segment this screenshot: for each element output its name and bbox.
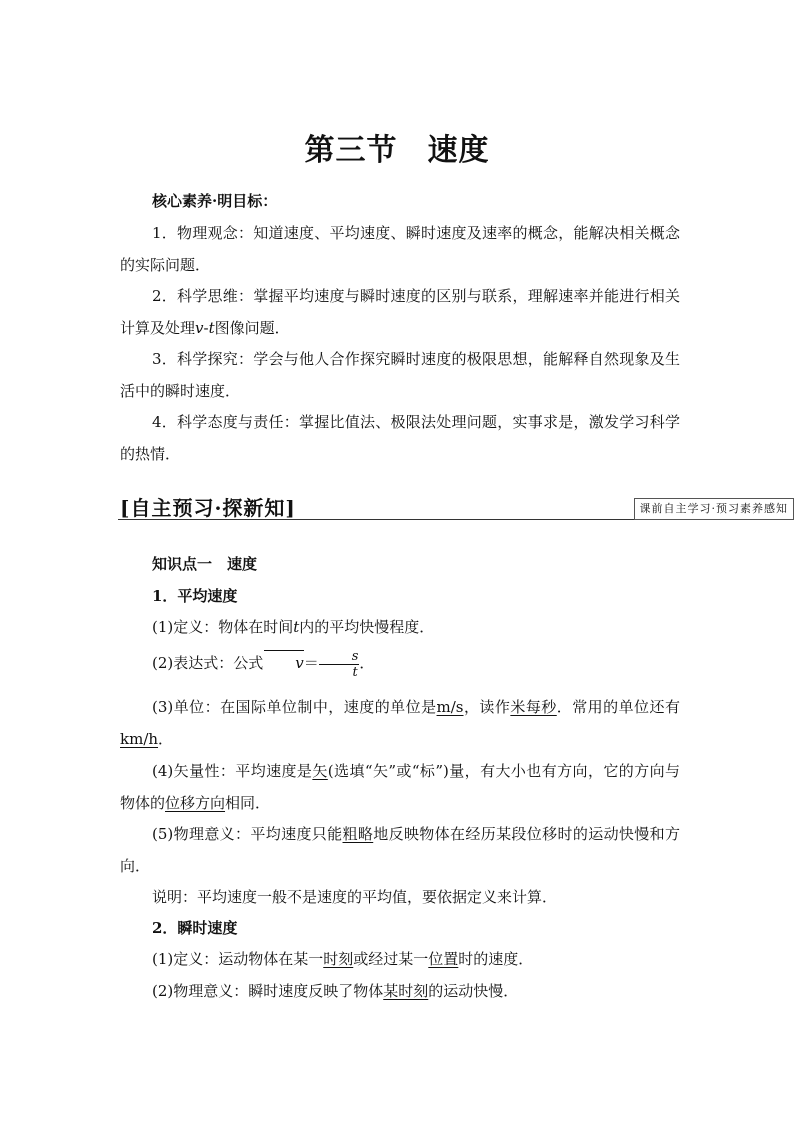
knowledge-point-heading: 知识点一 速度: [152, 555, 258, 573]
goal-4: 4．科学态度与责任：掌握比值法、极限法处理问题，实事求是，激发学习科学的热情．: [120, 413, 680, 463]
inst-velocity-heading: 2．瞬时速度: [152, 919, 238, 937]
note-paragraph: 说明：平均速度一般不是速度的平均值，要依据定义来计算．: [152, 888, 558, 906]
avg-velocity-formula: (2)表达式：公式 v＝ $\frac{s}{t}$ ．: [152, 648, 375, 680]
section-banner: [118, 492, 794, 520]
v-bar-symbol: v: [263, 648, 303, 680]
banner-title: [自主预习·探新知]: [120, 496, 296, 520]
goals-heading: 核心素养·明目标：: [152, 192, 278, 210]
avg-velocity-definition: (1)定义：物体在时间t内的平均快慢程度．: [152, 618, 435, 636]
formula-fraction: $\frac{s}{t}$: [319, 649, 360, 680]
banner-tag: 课前自主学习·预习素养感知: [634, 498, 794, 520]
vector-paragraph: (4)矢量性：平均速度是矢(选填“矢”或“标”)量，有大小也有方向，它的方向与物体的位移方向相同．: [120, 762, 680, 812]
goal-2: 2．科学思维：掌握平均速度与瞬时速度的区别与联系，理解速率并能进行相关计算及处理v-t图像问题．: [120, 287, 680, 337]
inst-velocity-definition: (1)定义：运动物体在某一时刻或经过某一位置时的速度．: [152, 950, 534, 968]
meaning-paragraph: (5)物理意义：平均速度只能粗略地反映物体在经历某段位移时的运动快慢和方向．: [120, 825, 680, 875]
goal-1: 1．物理观念：知道速度、平均速度、瞬时速度及速率的概念，能解决相关概念的实际问题．: [120, 224, 680, 274]
unit-paragraph: (3)单位：在国际单位制中，速度的单位是m/s，读作米每秒．常用的单位还有km/h．: [120, 698, 680, 748]
inst-velocity-meaning: (2)物理意义：瞬时速度反映了物体某时刻的运动快慢．: [152, 982, 519, 1000]
avg-velocity-heading: 1．平均速度: [152, 587, 238, 605]
page-title: 第三节 速度: [304, 133, 490, 168]
goal-3: 3．科学探究：学会与他人合作探究瞬时速度的极限思想，能解释自然现象及生活中的瞬时速度．: [120, 350, 680, 400]
